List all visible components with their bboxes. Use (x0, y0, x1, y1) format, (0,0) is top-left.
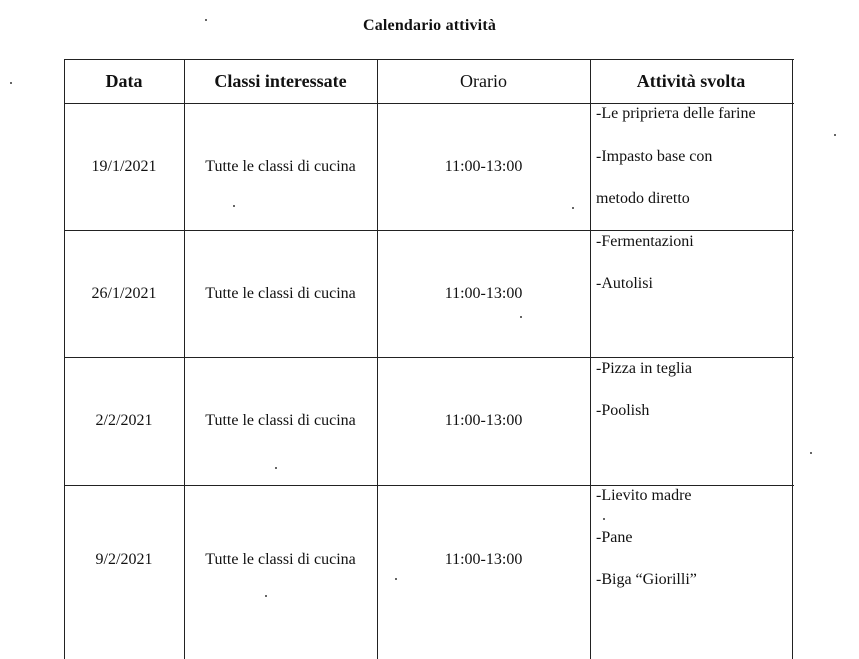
row-4-activity-2: -Pane (596, 529, 633, 546)
scan-speck (205, 19, 207, 21)
scan-speck (233, 205, 235, 207)
row-4-data: 9/2/2021 (95, 551, 153, 568)
row-1-activity-2: -Impasto base con (596, 148, 713, 165)
row-1-classi: Tutte le classi di cucina (205, 157, 356, 175)
header-orario: Orario (460, 70, 507, 91)
row-2-data: 26/1/2021 (91, 284, 157, 302)
row-1-data: 19/1/2021 (91, 157, 157, 175)
row-3-activity-1: -Pizza in teglia (596, 360, 692, 377)
scan-speck (265, 595, 267, 597)
scan-speck (395, 578, 397, 580)
row-2-classi: Tutte le classi di cucina (205, 284, 356, 302)
scan-speck (810, 452, 812, 454)
row-3-activity-2: -Poolish (596, 402, 650, 419)
row-2-orario: 11:00-13:00 (444, 284, 523, 302)
scan-speck (275, 467, 277, 469)
row-2-activity-2: -Autolisi (596, 275, 653, 292)
scan-speck (572, 207, 574, 209)
header-attivita: Attività svolta (636, 70, 746, 91)
header-data: Data (105, 70, 143, 91)
row-1-orario: 11:00-13:00 (444, 157, 523, 175)
scan-speck (520, 316, 522, 318)
scan-speck (603, 518, 605, 520)
scan-speck (10, 82, 12, 84)
row-3-orario: 11:00-13:00 (444, 412, 523, 429)
table-border-right (792, 59, 793, 659)
row-4-orario: 11:00-13:00 (444, 551, 523, 568)
row-2-activity-1: -Fermentazioni (596, 233, 694, 250)
row-3-data: 2/2/2021 (95, 412, 153, 429)
row-3-classi: Tutte le classi di cucina (205, 412, 356, 429)
schedule-table (64, 59, 794, 659)
scan-speck (834, 134, 836, 136)
row-1-activity-3: metodo diretto (596, 190, 690, 207)
page-title: Calendario attività (362, 17, 497, 34)
row-1-activity-1: -Le pripriета delle farine (596, 105, 756, 122)
column-separator-3 (590, 59, 591, 659)
row-4-activity-1: -Lievito madre (596, 487, 692, 504)
row-4-classi: Tutte le classi di cucina (205, 551, 356, 568)
row-4-activity-3: -Biga “Giorilli” (596, 571, 697, 588)
header-classi: Classi interessate (214, 70, 347, 91)
